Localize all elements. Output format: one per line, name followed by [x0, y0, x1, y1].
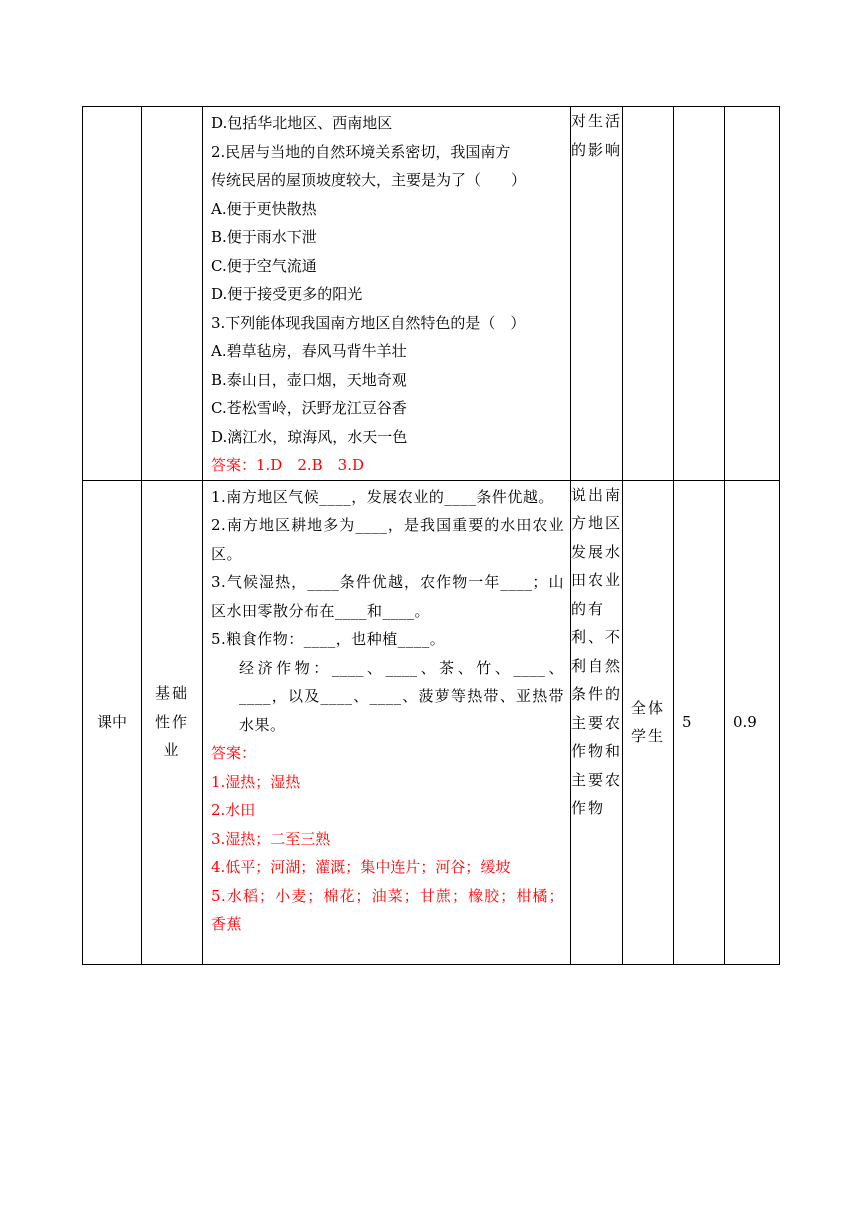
time-cell [674, 107, 725, 481]
question-line: 1.南方地区气候____，发展农业的____条件优越。 [211, 487, 554, 506]
question-line: D.漓江水，琼海风，水天一色 [211, 427, 408, 446]
stage-cell: 课中 [83, 480, 142, 964]
question-line: 3.下列能体现我国南方地区自然特色的是（ ） [211, 313, 526, 332]
table-row [83, 107, 780, 481]
answer-label: 答案： [211, 744, 257, 762]
time-cell: 5 [674, 480, 725, 964]
answer-line: 答案：1.D 2.B 3.D [211, 456, 365, 474]
question-line: 经济作物：____、____、茶、竹、____、____，以及____、____、菠萝等热带、亚热带水果。 [239, 658, 564, 734]
table-row [83, 480, 780, 964]
question-line: D.便于接受更多的阳光 [211, 285, 363, 303]
question-line: D.包括华北地区、西南地区 [211, 114, 393, 132]
goal-cell: 对生活的影响 [571, 107, 623, 481]
question-line: C.便于空气流通 [211, 256, 317, 275]
question-line: 2.民居与当地的自然环境关系密切，我国南方 [211, 142, 511, 161]
question-line: 2.南方地区耕地多为____，是我国重要的水田农业区。 [211, 516, 564, 563]
target-cell [623, 480, 674, 964]
type-cell [142, 480, 203, 964]
target-label: 全体学生 [630, 698, 665, 745]
type-label: 基础性作业 [154, 684, 189, 760]
question-line: 5.粮食作物：____，也种植____。 [211, 630, 446, 648]
answer-line: 3.湿热；二至三熟 [211, 829, 331, 848]
content-cell [203, 107, 571, 481]
answer-line: 5.水稻；小麦；棉花；油菜；甘蔗；橡胶；柑橘；香蕉 [211, 886, 564, 933]
answer-line: 2.水田 [211, 801, 256, 819]
type-cell [142, 107, 203, 481]
question-line: B.泰山日，壶口烟，天地奇观 [211, 370, 407, 389]
question-line: A.碧草毡房，春风马背牛羊壮 [211, 342, 407, 360]
question-line: B.便于雨水下泄 [211, 228, 317, 246]
answer-line: 4.低平；河湖；灌溉；集中连片；河谷；缓坡 [211, 858, 511, 876]
answer-line: 1.湿热；湿热 [211, 772, 301, 791]
question-line: A.便于更快散热 [211, 199, 317, 218]
difficulty-cell [725, 107, 780, 481]
question-line: 传统民居的屋顶坡度较大，主要是为了（ ） [211, 171, 527, 189]
homework-table [82, 106, 780, 965]
question-line: 3.气候湿热，____条件优越，农作物一年____；山区水田零散分布在____和____。 [211, 573, 564, 620]
content-cell [203, 480, 571, 964]
difficulty-cell: 0.9 [725, 480, 780, 964]
target-cell [623, 107, 674, 481]
question-line: C.苍松雪岭，沃野龙江豆谷香 [211, 399, 407, 417]
goal-cell: 说出南方地区发展水田农业的有利、不利自然条件的主要农作物和主要农作物 [571, 480, 623, 964]
stage-cell [83, 107, 142, 481]
